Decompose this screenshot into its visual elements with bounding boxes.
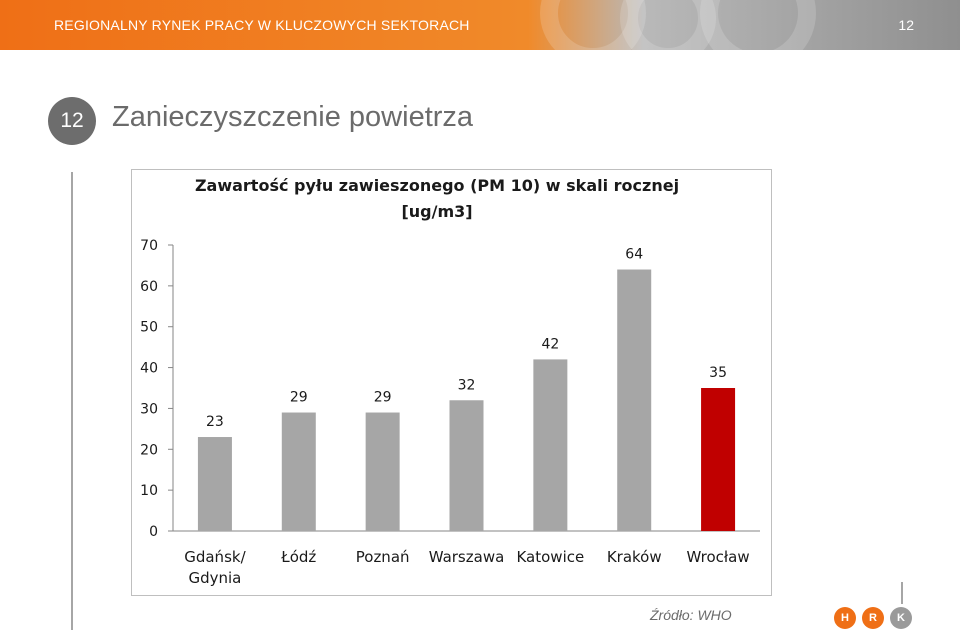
logo-letter-k: K bbox=[890, 607, 912, 629]
x-tick-label: Kraków bbox=[606, 548, 662, 566]
logo-letter-h: H bbox=[834, 607, 856, 629]
data-label: 29 bbox=[373, 389, 392, 406]
logo-letter-r: R bbox=[862, 607, 884, 629]
x-tick-label: Poznań bbox=[355, 548, 410, 566]
x-tick-label: Wrocław bbox=[686, 548, 750, 566]
source-note: Źródło: WHO bbox=[650, 607, 732, 623]
data-label: 29 bbox=[289, 389, 308, 406]
bar bbox=[701, 388, 735, 531]
y-tick-label: 10 bbox=[140, 483, 158, 500]
chart-subtitle: [ug/m3] bbox=[401, 202, 473, 221]
y-tick-label: 0 bbox=[149, 524, 158, 540]
header-title: REGIONALNY RYNEK PRACY W KLUCZOWYCH SEKTORACH bbox=[54, 17, 470, 33]
footer-divider bbox=[901, 582, 903, 604]
x-tick-label: Katowice bbox=[516, 548, 585, 566]
chart-title: Zawartość pyłu zawieszonego (PM 10) w skali rocznej bbox=[194, 176, 680, 195]
x-tick-label: Warszawa bbox=[428, 548, 505, 566]
y-tick-label: 60 bbox=[140, 278, 158, 295]
x-tick-label: Gdańsk/ Gdynia bbox=[184, 548, 246, 587]
data-label: 32 bbox=[457, 377, 476, 394]
bar bbox=[366, 413, 400, 531]
y-tick-label: 20 bbox=[140, 442, 158, 459]
y-tick-label: 40 bbox=[140, 360, 158, 377]
y-tick-label: 70 bbox=[140, 238, 158, 254]
data-label: 42 bbox=[541, 336, 560, 353]
data-label: 23 bbox=[206, 414, 224, 431]
bar bbox=[533, 359, 567, 531]
y-tick-label: 50 bbox=[140, 319, 158, 336]
slide-number-badge: 12 bbox=[48, 97, 96, 145]
header-page-number: 12 bbox=[898, 17, 914, 33]
bar bbox=[282, 413, 316, 531]
bar bbox=[617, 270, 651, 531]
data-label: 64 bbox=[625, 246, 644, 263]
slide-title: Zanieczyszczenie powietrza bbox=[112, 101, 474, 133]
bar bbox=[198, 437, 232, 531]
y-tick-label: 30 bbox=[140, 401, 158, 418]
bar bbox=[450, 400, 484, 531]
x-tick-label: Łódź bbox=[281, 548, 317, 566]
data-label: 35 bbox=[709, 365, 727, 381]
